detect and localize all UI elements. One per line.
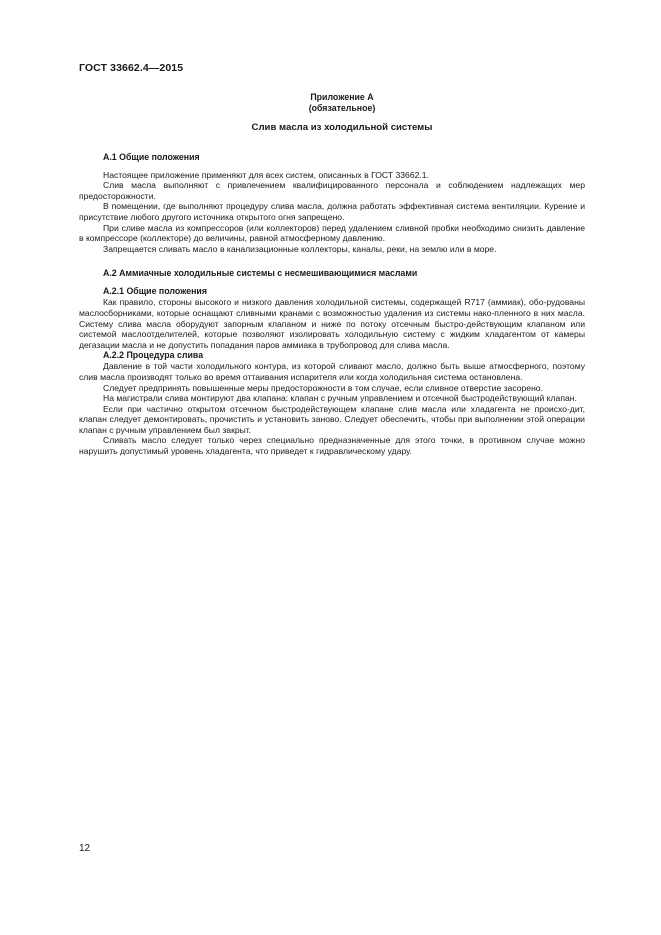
appendix-status: (обязательное) [308, 102, 376, 113]
page-number: 12 [79, 843, 91, 854]
section-a2-heading: А.2 Аммиачные холодильные системы с несмешивающимися маслами [103, 268, 418, 279]
section-a1-paragraph: Запрещается сливать масло в канализационные коллекторы, каналы, реки, на землю или в море. [103, 243, 497, 254]
section-a22-paragraph: Если при частично открытом отсечном быстродействующем клапане слив масла или хладагента не происхо-дит, клапан следует демонтировать, прочистить и установить заново. Следует обеспечить, чтобы при выполнении этой операции клапан с ручным управлением был закрыт. [79, 403, 585, 435]
section-a1-paragraph: В помещении, где выполняют процедуру слива масла, должна работать эффективная система вентиляции. Курение и присутствие любого другого источника открытого огня запрещено. [79, 201, 585, 222]
appendix-title: Приложение А [310, 92, 374, 102]
page-content [79, 92, 585, 457]
section-a1-paragraph: При сливе масла из компрессоров (или коллекторов) перед удалением сливной пробки необходимо снизить давление в компрессоре (коллекторе) до величины, равной атмосферному давлению. [79, 222, 585, 244]
appendix-heading: Слив масла из холодильной системы [251, 121, 433, 133]
section-a21-heading: А.2.1 Общие положения [103, 286, 207, 297]
section-a1-paragraph: Настоящее приложение применяют для всех систем, описанных в ГОСТ 33662.1. [103, 169, 429, 180]
section-a22-paragraph: Сливать масло следует только через специально предназначенные для этого точки, в противном случае можно нарушить допустимый уровень хладагента, что приведет к гидравлическому удару. [79, 435, 585, 457]
section-a22-paragraph: Давление в той части холодильного контура, из которой сливают масло, должно быть выше атмосферного, поэтому слив масла производят только во время оттаивания испарителя или когда холодильная система остановлена. [79, 361, 585, 382]
document-id: ГОСТ 33662.4—2015 [79, 62, 184, 74]
section-a22-paragraph: На магистрали слива монтируют два клапана: клапан с ручным управлением и отсечной быстродействующий клапан. [103, 393, 577, 404]
section-a22-heading: А.2.2 Процедура слива [103, 350, 204, 361]
section-a1-paragraph: Слив масла выполняют с привлечением квалифицированного персонала и соблюдением надлежащих мер предосторожности. [79, 180, 585, 201]
section-a21-paragraph: Как правило, стороны высокого и низкого давления холодильной системы, содержащей R717 (аммиак), обо-рудованы маслосборниками, которые оснащают сливными кранами с возможностью удаления из системы нако-пленного в них масла. Систему слива масла оборудуют запорным клапаном и ниже по потоку отсечным быстро-действующим клапаном или системой маслоотделителей, которые позволяют изолировать холодильную систему с жидким хладагентом от камеры дегазации масла и не допустить попадания паров аммиака в трубопровод для слива масла. [79, 297, 585, 350]
section-a1-heading: А.1 Общие положения [103, 151, 200, 162]
section-a22-paragraph: Следует предпринять повышенные меры предосторожности в том случае, если сливное отверстие засорено. [103, 382, 543, 393]
